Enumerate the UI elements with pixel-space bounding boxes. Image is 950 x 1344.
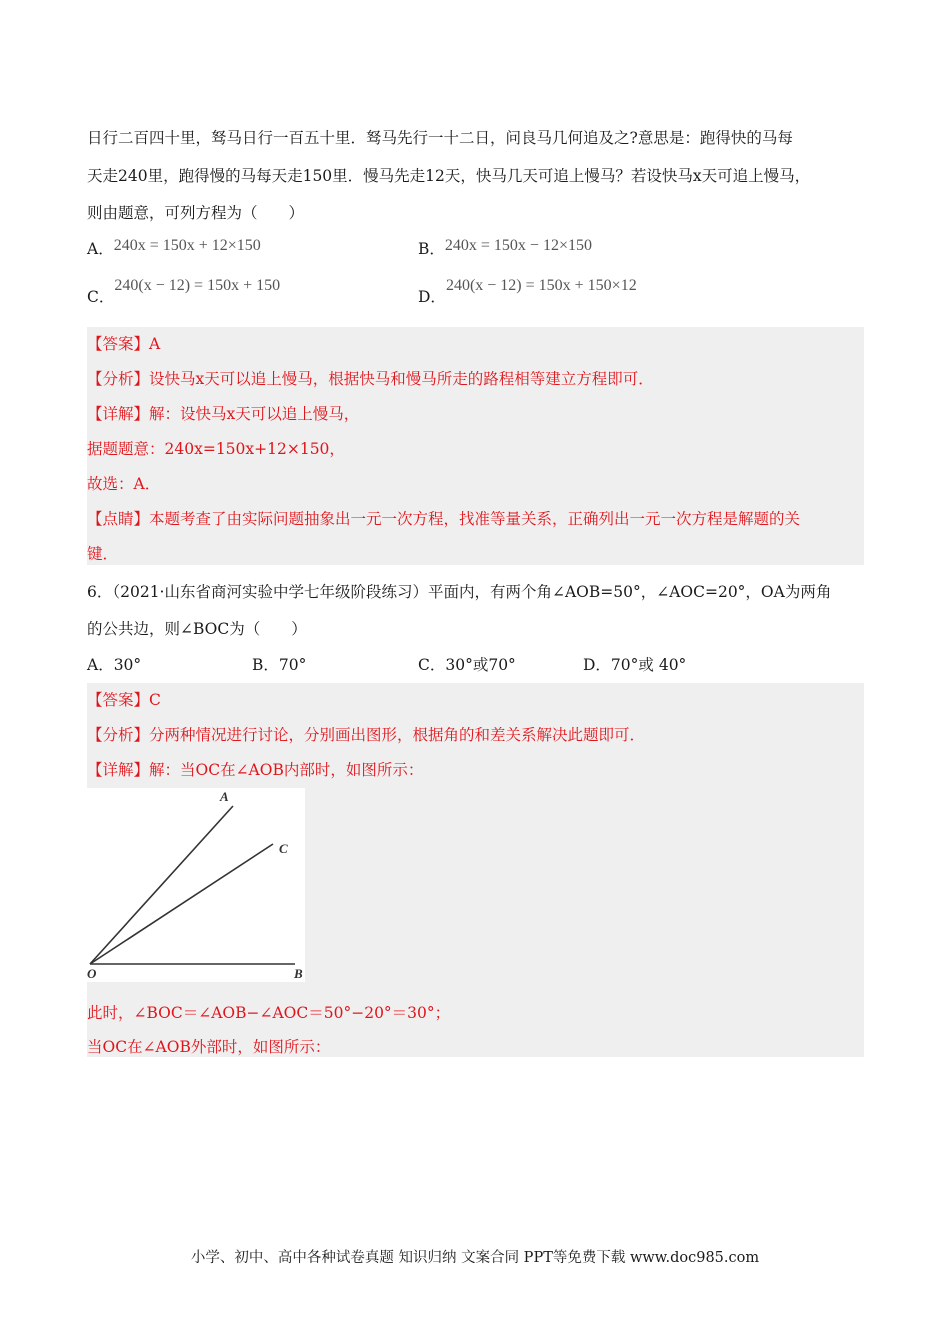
q6-result: 此时，∠BOC＝∠AOB−∠AOC＝50°−20°＝30°； — [87, 1004, 451, 1022]
page-footer: 小学、初中、高中各种试卷真题 知识归纳 文案合同 PPT等免费下载 www.doc985.com — [190, 1250, 760, 1266]
q5-equation: 据题题意：240x=150x+12×150， — [87, 440, 345, 458]
q5-line-3: 则由题意，可列方程为（ ） — [87, 204, 305, 222]
q6-line-1: 6．（2021·山东省商河实验中学七年级阶段练习）平面内，有两个角∠AOB=50°，∠AOC=20°，OA为两角 — [87, 583, 832, 601]
q5-option-b — [418, 237, 592, 259]
q5-option-b-eq: 240x = 150x − 12×150 — [444, 237, 592, 254]
angle-diagram — [87, 788, 305, 982]
q6-line-2: 的公共边，则∠BOC为（ ） — [87, 620, 307, 638]
q6-option-c: C．30°或70° — [418, 656, 516, 674]
q5-detail: 【详解】解：设快马x天可以追上慢马， — [87, 405, 360, 423]
q5-option-c-eq: 240(x − 12) = 150x + 150 — [114, 277, 281, 294]
label-o: O — [87, 966, 97, 981]
label-b: B — [294, 966, 303, 981]
label-c: C — [279, 841, 288, 856]
q5-option-b-label: B． — [418, 240, 445, 258]
q6-answer: 【答案】C — [87, 691, 161, 709]
label-a: A — [220, 789, 229, 804]
q5-option-d-eq: 240(x − 12) = 150x + 150×12 — [445, 277, 637, 294]
q5-line-1: 日行二百四十里，驽马日行一百五十里．驽马先行一十二日，问良马几何追及之?意思是：跑得快的马每 — [87, 129, 793, 147]
q6-detail: 【详解】解：当OC在∠AOB内部时，如图所示： — [87, 761, 424, 779]
q6-option-b: B．70° — [252, 656, 307, 674]
q5-option-c-label: C． — [87, 288, 115, 306]
q6-option-a: A．30° — [87, 656, 142, 674]
q5-option-c — [87, 277, 281, 307]
q5-option-d — [418, 277, 637, 307]
q5-analysis: 【分析】设快马x天可以追上慢马，根据快马和慢马所走的路程相等建立方程即可． — [87, 370, 654, 388]
q5-comment-2: 键． — [87, 545, 119, 563]
q5-option-a — [87, 237, 261, 259]
q5-choice: 故选：A． — [87, 475, 161, 493]
q5-comment-1: 【点睛】本题考查了由实际问题抽象出一元一次方程，找准等量关系，正确列出一元一次方程是解题的关 — [87, 510, 801, 528]
q6-analysis: 【分析】分两种情况进行讨论，分别画出图形，根据角的和差关系解决此题即可． — [87, 726, 646, 744]
q5-line-2: 天走240里，跑得慢的马每天走150里．慢马先走12天，快马几天可追上慢马？若设快马x天可追上慢马， — [87, 167, 811, 185]
q5-option-d-label: D． — [418, 288, 446, 306]
q5-answer: 【答案】A — [87, 335, 161, 353]
q5-answer-box — [87, 327, 864, 565]
q6-option-d: D．70°或 40° — [583, 656, 687, 674]
q6-case-2: 当OC在∠AOB外部时，如图所示： — [87, 1038, 331, 1056]
q5-option-a-label: A． — [87, 240, 114, 258]
angle-figure — [87, 788, 305, 982]
q5-option-a-eq: 240x = 150x + 12×150 — [113, 237, 261, 254]
